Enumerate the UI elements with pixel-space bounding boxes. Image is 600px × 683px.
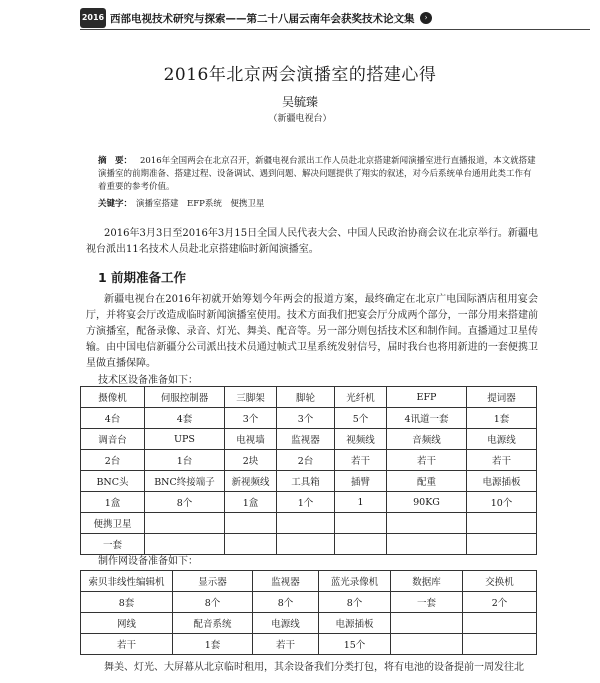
table-cell: 若干 (387, 450, 467, 471)
table-cell: 配重 (387, 471, 467, 492)
table-cell: 插臂 (335, 471, 387, 492)
table-cell: 电源插板 (467, 471, 537, 492)
table-cell: 15个 (319, 634, 391, 655)
table-cell: 2块 (225, 450, 277, 471)
table-cell (391, 613, 463, 634)
table-cell: 1个 (277, 492, 335, 513)
table-cell: BNC头 (81, 471, 145, 492)
author-affiliation: （新疆电视台） (268, 114, 332, 124)
table-cell: 一套 (391, 592, 463, 613)
table-row (81, 492, 537, 513)
table-cell (225, 534, 277, 555)
keywords-label: 关键字： (98, 199, 133, 209)
table-cell: 便携卫星 (81, 513, 145, 534)
table-row (81, 513, 537, 534)
table-cell: 视频线 (335, 429, 387, 450)
table-cell: 1 (335, 492, 387, 513)
table-cell: 8个 (319, 592, 391, 613)
journal-title: 西部电视技术研究与探索——第二十八届云南年会获奖技术论文集 (110, 13, 415, 25)
section-heading: 1 前期准备工作 (98, 270, 187, 285)
table-cell: UPS (145, 429, 225, 450)
table-cell: 2个 (463, 592, 537, 613)
table-cell: 1套 (173, 634, 253, 655)
table-cell (145, 513, 225, 534)
table-cell: 8套 (81, 592, 173, 613)
table-cell: 蓝光录像机 (319, 571, 391, 592)
body-paragraph: 新疆电视台在2016年初就开始筹划今年两会的报道方案，最终确定在北京广电国际酒店租用宴会厅，并将宴会厅改造成临时新闻演播室使用。技术方面我们把宴会厅分成两个部分，一部分用来搭建前方演播室，配备录像、录音、灯光、舞美、配音等。另一部分则包括技术区和制作间。直播通过卫星传输。由中国电信新疆分公司派出技术员通过帧式卫星系统发射信号，届时我台也将用新进的一套便携卫星做直播保障。 (86, 294, 538, 369)
abstract-text: 2016年全国两会在北京召开，新疆电视台派出工作人员赴北京搭建新闻演播室进行直播报道，本文就搭建演播室的前期准备、搭建过程、设备调试、遇到问题、解决问题提供了翔实的叙述，对今后系统单台通用此类工作有着重要的参考价值。 (98, 156, 536, 192)
table-cell: 新视频线 (225, 471, 277, 492)
table-row (81, 613, 537, 634)
table-cell: 8个 (173, 592, 253, 613)
table-row (81, 571, 537, 592)
abstract (98, 155, 538, 194)
table-cell: 1盒 (81, 492, 145, 513)
table-cell: 若干 (335, 450, 387, 471)
table-cell: 10个 (467, 492, 537, 513)
table-row (81, 592, 537, 613)
table-cell: 电源线 (253, 613, 319, 634)
table-cell (277, 534, 335, 555)
table-row (81, 471, 537, 492)
table-cell: 配音系统 (173, 613, 253, 634)
table-cell: 3个 (277, 408, 335, 429)
header-divider (80, 29, 590, 30)
table-cell: 电视墙 (225, 429, 277, 450)
table-cell: 若干 (81, 634, 173, 655)
table-cell: 摄像机 (81, 387, 145, 408)
table-cell: 若干 (253, 634, 319, 655)
table-cell: 5个 (335, 408, 387, 429)
table1-caption: 技术区设备准备如下： (98, 375, 198, 386)
table-cell: EFP (387, 387, 467, 408)
table-cell: 监视器 (277, 429, 335, 450)
table-cell (391, 634, 463, 655)
continuation-paragraph: 舞美、灯光、大屏幕从北京临时租用，其余设备我们分类打包，将有电池的设备提前一周发往北 (104, 662, 524, 673)
year-logo: 2016 (80, 8, 106, 28)
intro-paragraph: 2016年3月3日至2016年3月15日全国人民代表大会、中国人民政治协商会议在北京举行。新疆电视台派出11名技术人员赴北京搭建临时新闻演播室。 (86, 228, 538, 255)
table-cell: 数据库 (391, 571, 463, 592)
arrow-icon: › (420, 12, 432, 24)
table-cell (277, 513, 335, 534)
production-equipment-table (80, 570, 537, 655)
table-cell (387, 513, 467, 534)
table-cell (387, 534, 467, 555)
table-cell: 2台 (277, 450, 335, 471)
table-cell: 脚轮 (277, 387, 335, 408)
table-row (81, 429, 537, 450)
abstract-label: 摘 要： (98, 156, 133, 166)
table-cell (467, 513, 537, 534)
table-row (81, 387, 537, 408)
table-cell (335, 534, 387, 555)
table-cell: 4套 (145, 408, 225, 429)
table-cell: 3个 (225, 408, 277, 429)
table-cell: 音频线 (387, 429, 467, 450)
table-cell: 电源插板 (319, 613, 391, 634)
keywords (98, 198, 538, 211)
table-cell (463, 613, 537, 634)
keywords-text: 演播室搭建 EFP系统 便携卫星 (136, 199, 265, 209)
table-cell: 8个 (253, 592, 319, 613)
table-row (81, 408, 537, 429)
table-cell (467, 534, 537, 555)
table-cell: 提词器 (467, 387, 537, 408)
table-cell (463, 634, 537, 655)
table-cell: 1台 (145, 450, 225, 471)
table2-caption: 制作网设备准备如下： (98, 556, 198, 567)
table-cell (225, 513, 277, 534)
table-cell: BNC终接端子 (145, 471, 225, 492)
table-cell: 监视器 (253, 571, 319, 592)
article-title: 2016年北京两会演播室的搭建心得 (163, 65, 437, 85)
table-cell: 交换机 (463, 571, 537, 592)
table-row (81, 450, 537, 471)
table-cell: 三脚架 (225, 387, 277, 408)
table-cell: 2台 (81, 450, 145, 471)
table-cell: 4台 (81, 408, 145, 429)
table-row (81, 634, 537, 655)
table-cell: 伺服控制器 (145, 387, 225, 408)
table-cell: 1盒 (225, 492, 277, 513)
table-cell: 90KG (387, 492, 467, 513)
table-cell (335, 513, 387, 534)
table-cell: 光纤机 (335, 387, 387, 408)
table-cell: 电源线 (467, 429, 537, 450)
table-cell: 若干 (467, 450, 537, 471)
table-cell: 显示器 (173, 571, 253, 592)
table-cell: 8个 (145, 492, 225, 513)
table-cell: 4讯道一套 (387, 408, 467, 429)
table-cell: 一套 (81, 534, 145, 555)
table-cell: 1套 (467, 408, 537, 429)
running-header (80, 8, 590, 28)
table-cell: 调音台 (81, 429, 145, 450)
table-cell: 工具箱 (277, 471, 335, 492)
tech-equipment-table (80, 386, 537, 555)
table-cell: 索贝非线性编辑机 (81, 571, 173, 592)
article-author: 吴毓臻 (281, 95, 318, 109)
table-cell: 网线 (81, 613, 173, 634)
